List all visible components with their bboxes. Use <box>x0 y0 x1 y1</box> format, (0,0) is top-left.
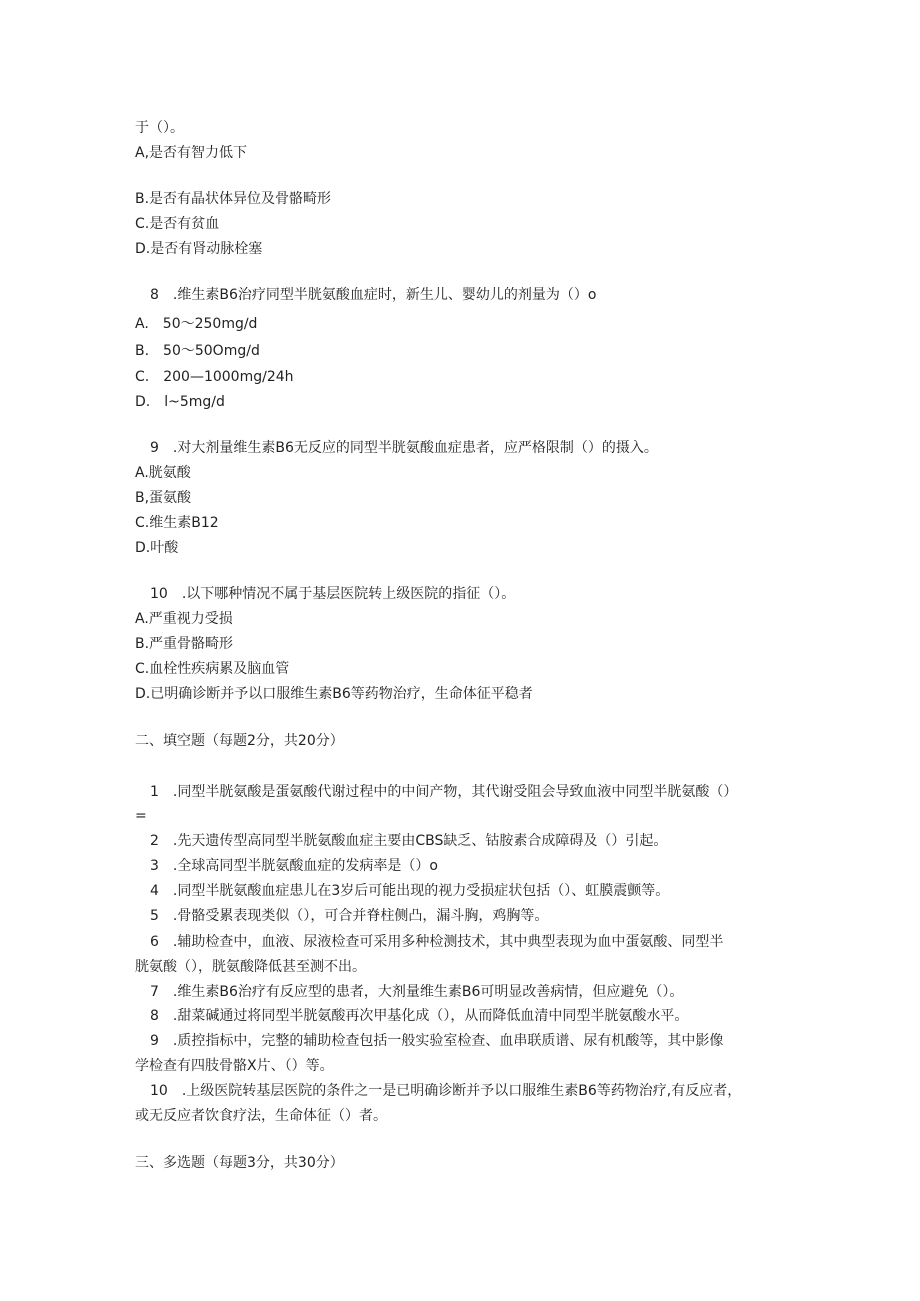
q7-option-d: D.是否有肾动脉栓塞 <box>135 241 263 257</box>
q8-option-d: D. l~5mg∕d <box>135 394 225 410</box>
q10-option-a: A.严重视力受损 <box>135 611 233 627</box>
q7-option-b: B.是否有晶状体异位及骨骼畸形 <box>135 191 332 207</box>
fill-item-10: 10 .上级医院转基层医院的条件之一是已明确诊断并予以口服维生素B6等药物治疗,有反应者， <box>150 1083 742 1099</box>
fill-item-8: 8 .甜菜碱通过将同型半胱氨酸再次甲基化成（），从而降低血清中同型半胱氨酸水平。 <box>150 1008 689 1024</box>
fill-item-1-cont: = <box>135 808 147 824</box>
fill-item-6-cont: 胱氨酸（），胱氨酸降低甚至测不出。 <box>135 959 366 975</box>
q8-option-b: B. 50～50Omg∕d <box>135 343 260 359</box>
fill-item-2: 2 .先天遗传型高同型半胱氨酸血症主要由CBS缺乏、钴胺素合成障碍及（）引起。 <box>150 833 668 849</box>
q7-option-c: C.是否有贫血 <box>135 216 220 232</box>
q10-option-c: C.血栓性疾病累及脑血管 <box>135 661 290 677</box>
q8-option-c: C. 200—1000mg∕24h <box>135 369 294 385</box>
fill-item-9: 9 .质控指标中，完整的辅助检查包括一般实验室检查、血串联质谱、尿有机酸等，其中影像 <box>150 1033 724 1049</box>
question-10: 10 .以下哪种情况不属于基层医院转上级医院的指征（）。 <box>150 586 516 602</box>
q8-option-a: A. 50～250mg∕d <box>135 316 258 332</box>
q9-option-b: B,蛋氨酸 <box>135 490 192 506</box>
q10-option-b: B.严重骨骼畸形 <box>135 636 234 652</box>
q9-option-d: D.叶酸 <box>135 540 179 556</box>
question-7-tail: 于（）。 <box>135 120 184 136</box>
fill-item-9-cont: 学检查有四肢骨骼X片、（）等。 <box>135 1058 334 1074</box>
fill-item-4: 4 .同型半胱氨酸血症患儿在3岁后可能出现的视力受损症状包括（）、虹膜震颤等。 <box>150 883 670 899</box>
fill-item-6: 6 .辅助检查中，血液、尿液检查可采用多种检测技术，其中典型表现为血中蛋氨酸、同型半 <box>150 934 724 950</box>
fill-item-10-cont: 或无反应者饮食疗法，生命体征（）者。 <box>135 1108 387 1124</box>
fill-item-3: 3 .全球高同型半胱氨酸血症的发病率是（）o <box>150 858 438 874</box>
fill-item-7: 7 .维生素B6治疗有反应型的患者，大剂量维生素B6可明显改善病情，但应避免（）。 <box>150 984 684 1000</box>
q7-option-a: A,是否有智力低下 <box>135 145 248 161</box>
fill-item-1: 1 .同型半胱氨酸是蛋氨酸代谢过程中的中间产物，其代谢受阻会导致血液中同型半胱氨酸（） <box>150 784 738 800</box>
fill-item-5: 5 .骨骼受累表现类似（），可合并脊柱侧凸，漏斗胸，鸡胸等。 <box>150 908 549 924</box>
question-9: 9 .对大剂量维生素B6无反应的同型半胱氨酸血症患者，应严格限制（）的摄入。 <box>150 440 658 456</box>
q9-option-a: A.胱氨酸 <box>135 465 191 481</box>
section-title-fill-in: 二、填空题（每题2分，共20分） <box>135 733 344 749</box>
q10-option-d: D.已明确诊断并予以口服维生素B6等药物治疗，生命体征平稳者 <box>135 686 533 702</box>
q9-option-c: C.维生素B12 <box>135 515 219 531</box>
question-8: 8 .维生素B6治疗同型半胱氨酸血症时，新生儿、婴幼儿的剂量为（）o <box>150 287 597 303</box>
section-title-multiple-choice: 三、多选题（每题3分，共30分） <box>135 1155 344 1171</box>
